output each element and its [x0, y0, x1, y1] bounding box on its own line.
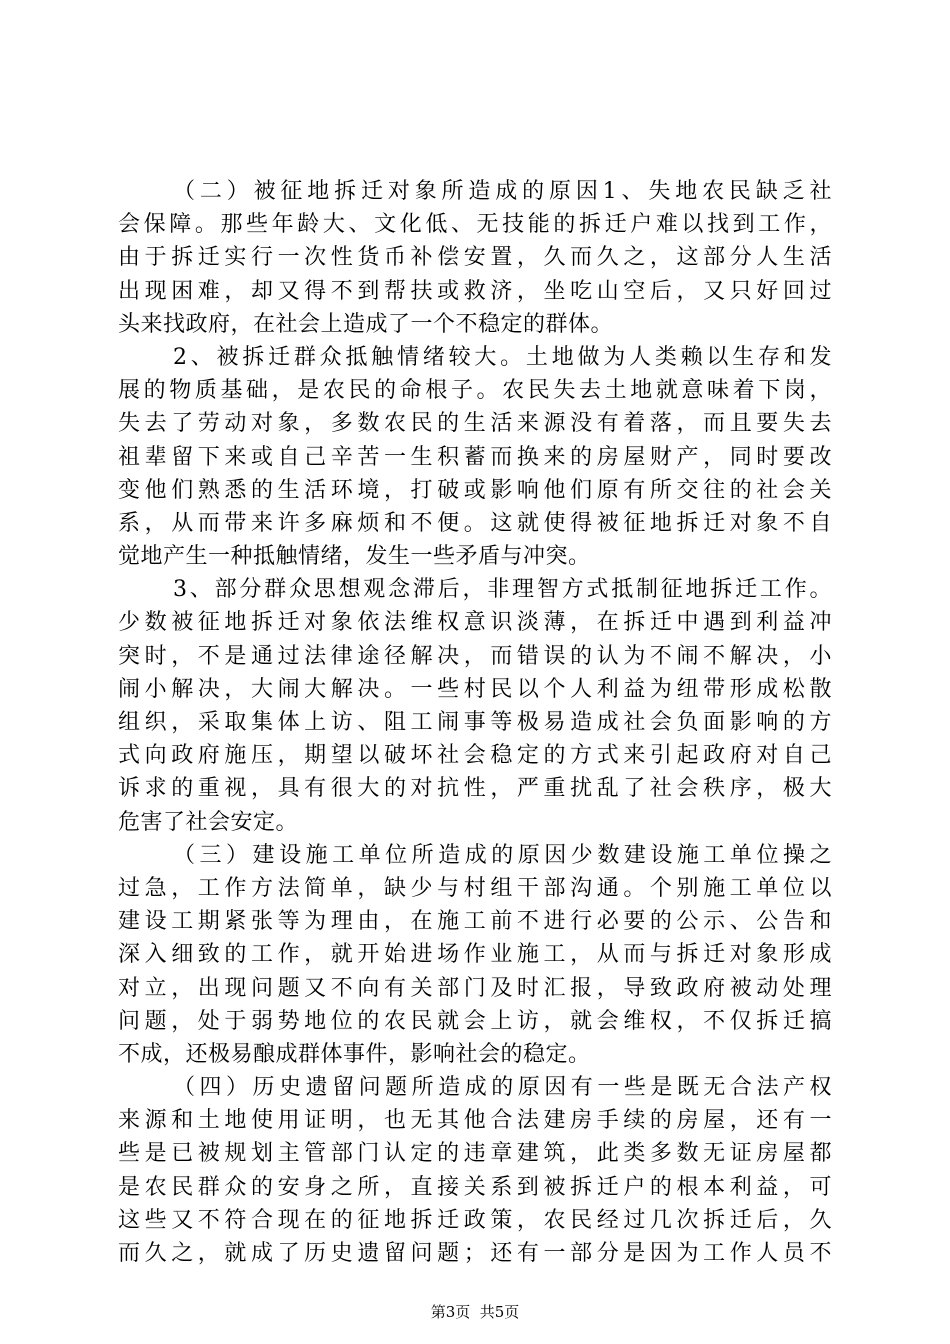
text-line: 出现困难，却又得不到帮扶或救济，坐吃山空后，又只好回过 — [118, 278, 832, 304]
text-line: 突时，不是通过法律途径解决，而错误的认为不闹不解决，小 — [118, 643, 832, 669]
text-line: 问题，处于弱势地位的农民就会上访，就会维权，不仅拆迁搞 — [118, 1008, 832, 1034]
text-line: 建设工期紧张等为理由，在施工前不进行必要的公示、公告和 — [118, 909, 832, 935]
text-line: 少数被征地拆迁对象依法维权意识淡薄，在拆迁中遇到利益冲 — [118, 610, 832, 636]
text-line: （三）建设施工单位所造成的原因少数建设施工单位操之 — [173, 842, 832, 868]
page-footer: 第3页 共5页 — [430, 1303, 520, 1321]
text-line: （二）被征地拆迁对象所造成的原因1、失地农民缺乏社 — [173, 179, 832, 204]
text-line: 失去了劳动对象，多数农民的生活来源没有着落，而且要失去 — [118, 411, 832, 437]
text-line: 会保障。那些年龄大、文化低、无技能的拆迁户难以找到工作， — [118, 212, 832, 238]
text-line: 觉地产生一种抵触情绪，发生一些矛盾与冲突。 — [118, 544, 591, 570]
text-line: 来源和土地使用证明，也无其他合法建房手续的房屋，还有一 — [118, 1108, 832, 1134]
text-line: 祖辈留下来或自己辛苦一生积蓄而换来的房屋财产，同时要改 — [118, 444, 832, 470]
text-line: 危害了社会安定。 — [118, 809, 299, 835]
text-line: 系，从而带来许多麻烦和不便。这就使得被征地拆迁对象不自 — [118, 510, 832, 536]
text-line: 组织，采取集体上访、阻工闹事等极易造成社会负面影响的方 — [118, 710, 832, 735]
document-body — [118, 175, 832, 1270]
text-line: 是农民群众的安身之所，直接关系到被拆迁户的根本利益，可 — [118, 1174, 832, 1200]
text-line: 由于拆迁实行一次性货币补偿安置，久而久之，这部分人生活 — [118, 245, 832, 271]
text-line: 展的物质基础，是农民的命根子。农民失去土地就意味着下岗， — [118, 378, 832, 404]
text-line: 式向政府施压，期望以破坏社会稳定的方式来引起政府对自己 — [118, 743, 832, 769]
text-line: 这些又不符合现在的征地拆迁政策，农民经过几次拆迁后，久 — [118, 1207, 832, 1233]
text-line: 深入细致的工作，就开始进场作业施工，从而与拆迁对象形成 — [118, 942, 832, 968]
text-line: （四）历史遗留问题所造成的原因有一些是既无合法产权 — [173, 1075, 832, 1101]
text-line: 过急，工作方法简单，缺少与村组干部沟通。个别施工单位以 — [118, 875, 832, 901]
text-line: 而久之，就成了历史遗留问题；还有一部分是因为工作人员不 — [118, 1241, 832, 1266]
text-line: 闹小解决，大闹大解决。一些村民以个人利益为纽带形成松散 — [118, 676, 832, 702]
text-line: 2、被拆迁群众抵触情绪较大。土地做为人类赖以生存和发 — [173, 344, 832, 370]
text-line: 不成，还极易酿成群体事件，影响社会的稳定。 — [118, 1041, 591, 1067]
text-line: 头来找政府，在社会上造成了一个不稳定的群体。 — [118, 311, 614, 337]
text-line: 对立，出现问题又不向有关部门及时汇报，导致政府被动处理 — [118, 975, 832, 1001]
text-line: 些是已被规划主管部门认定的违章建筑，此类多数无证房屋都 — [118, 1141, 832, 1167]
text-line: 变他们熟悉的生活环境，打破或影响他们原有所交往的社会关 — [118, 477, 832, 503]
text-line: 3、部分群众思想观念滞后，非理智方式抵制征地拆迁工作。 — [173, 577, 832, 603]
text-line: 诉求的重视，具有很大的对抗性，严重扰乱了社会秩序，极大 — [118, 776, 832, 802]
